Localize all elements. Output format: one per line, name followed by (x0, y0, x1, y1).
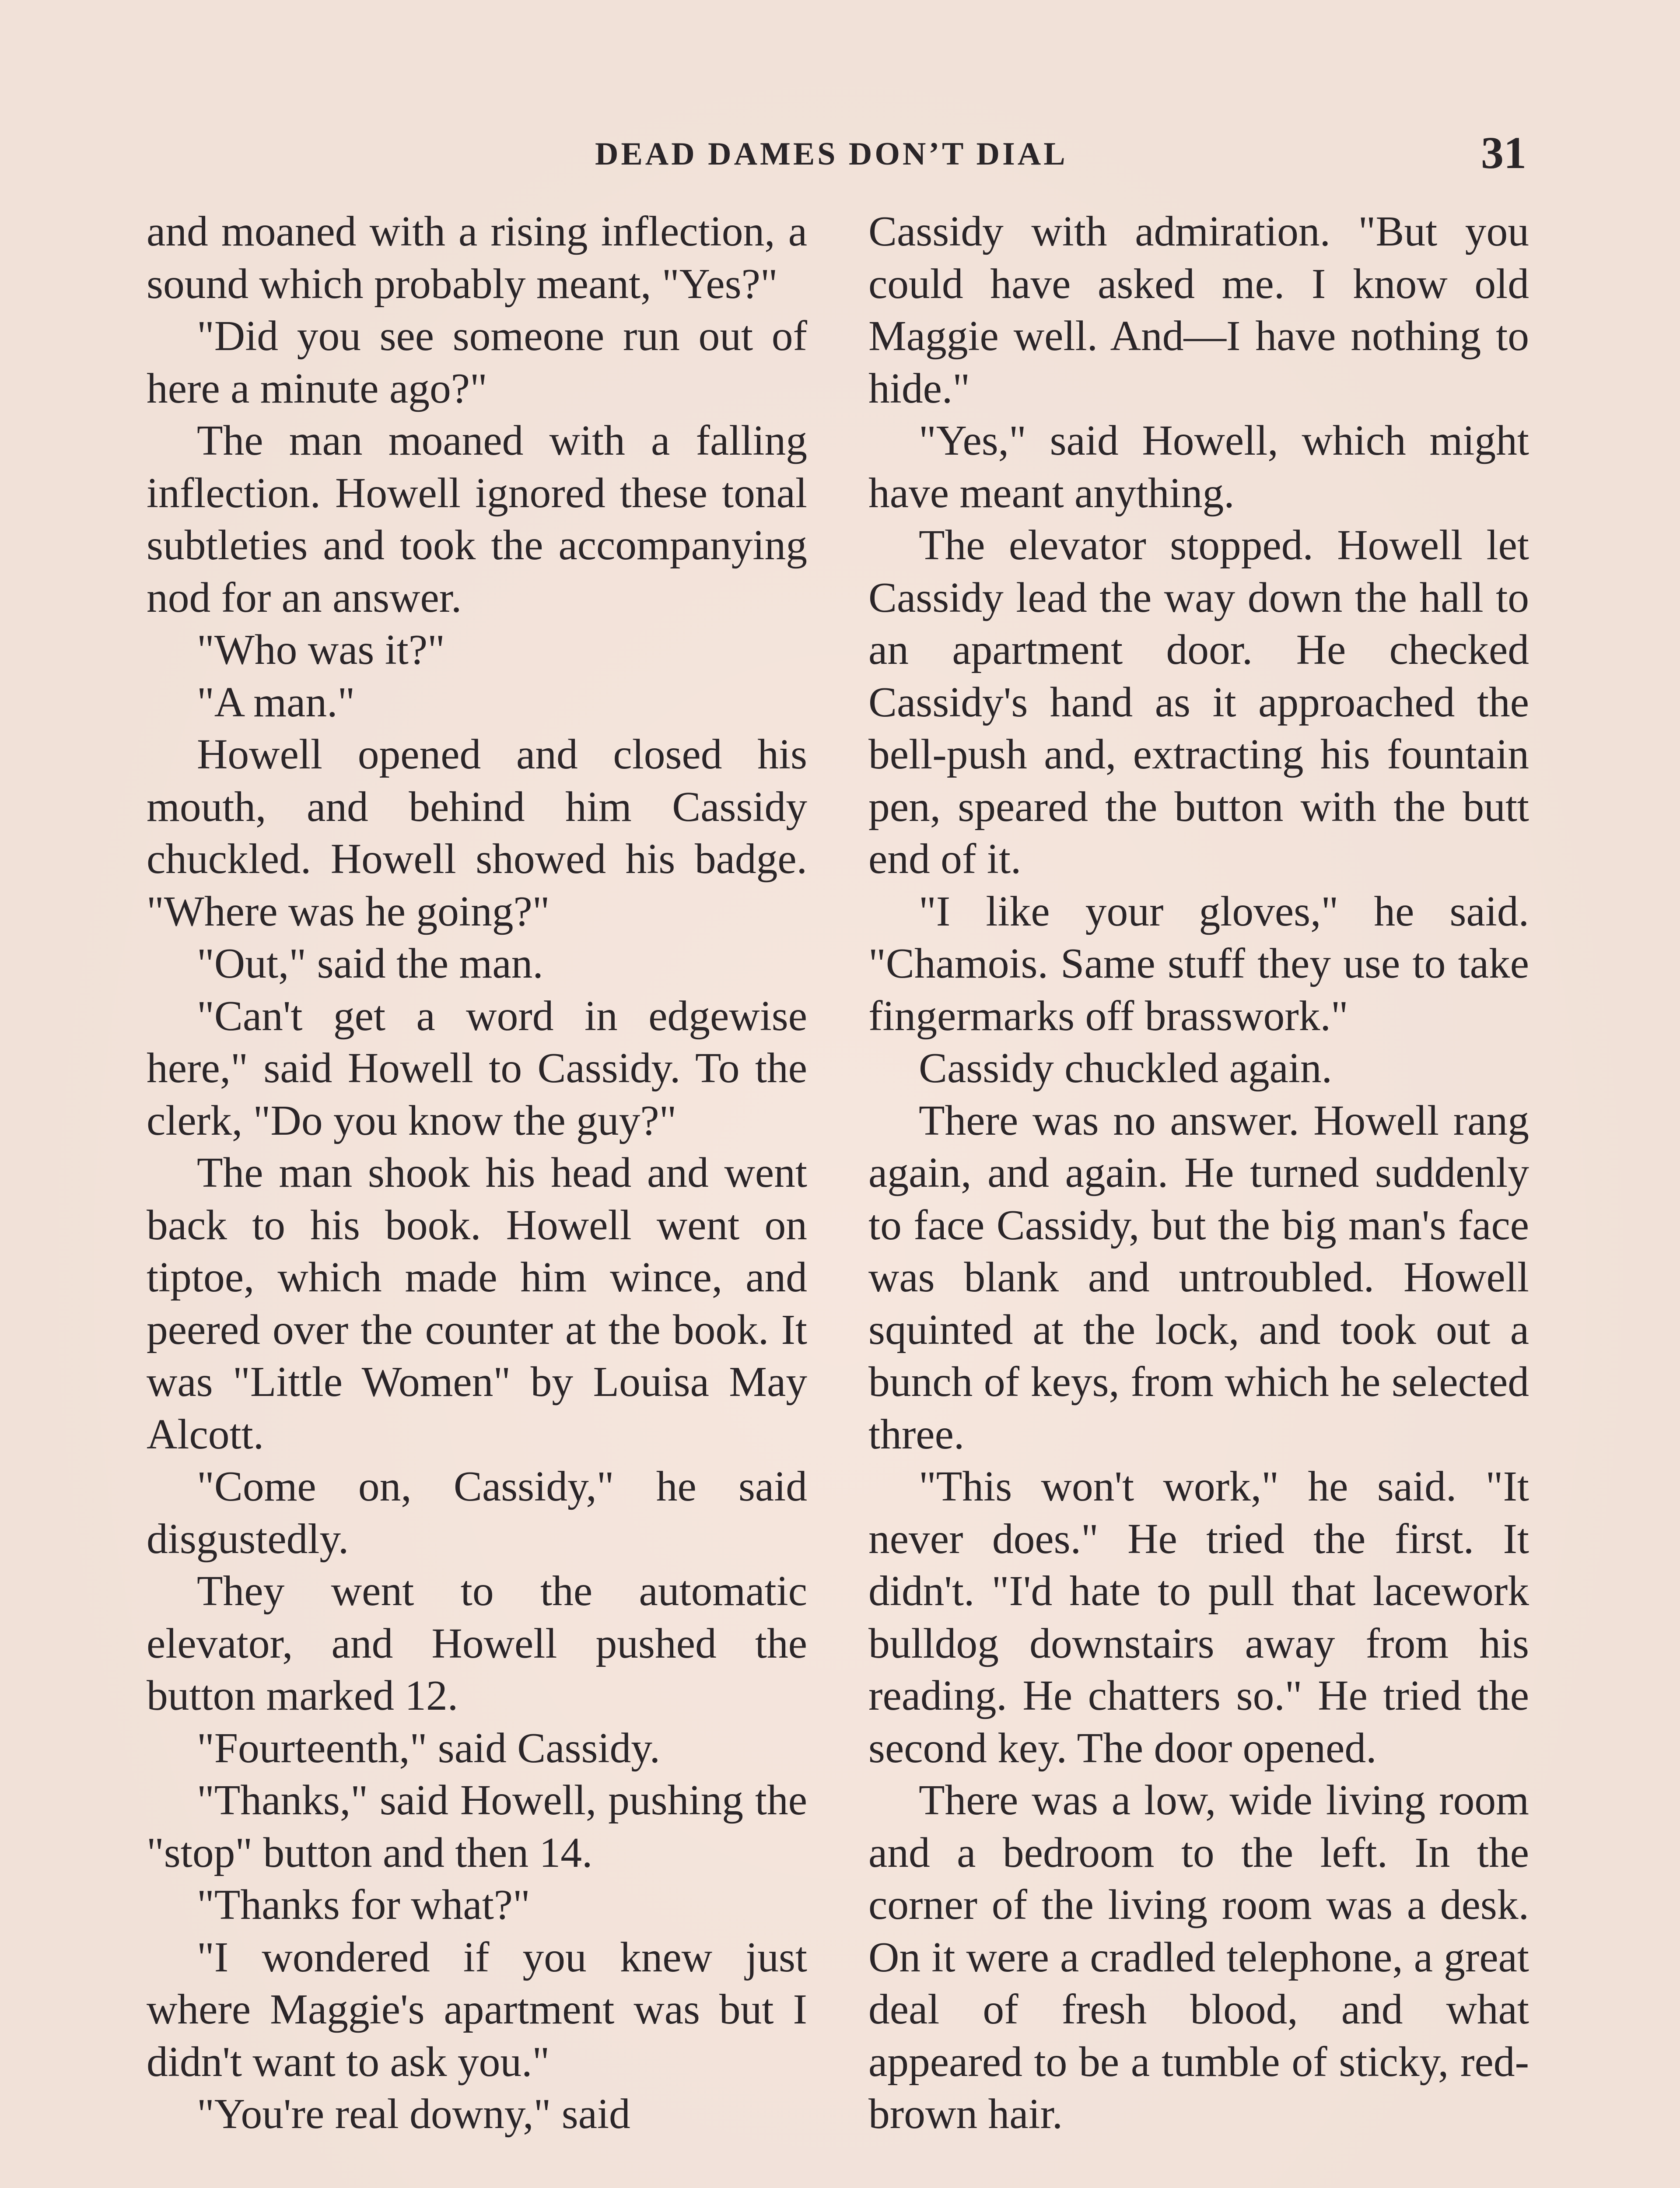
paragraph: "I like your gloves," he said. "Chamois. Same stuff they use to take fingermarks off brasswork." (868, 887, 1529, 1040)
paragraph: "Yes," said Howell, which might have meant anything. (868, 417, 1529, 517)
paragraph: "Come on, Cassidy," he said disgustedly. (147, 1463, 807, 1563)
paragraph: "Did you see someone run out of here a minute ago?" (147, 312, 807, 412)
running-head (0, 127, 1680, 184)
paragraph: They went to the automatic elevator, and Howell pushed the button marked 12. (147, 1567, 807, 1719)
paragraph: The elevator stopped. Howell let Cassidy lead the way down the hall to an apartment door. He checked Cassidy's hand as it approached the bell-push and, extracting his fountain pen, speared the button with the butt end of it. (868, 522, 1529, 883)
paragraph: "A man." (197, 678, 355, 726)
paragraph: "Who was it?" (197, 626, 445, 673)
running-title: DEAD DAMES DON’T DIAL (595, 136, 1068, 172)
paragraph: "You're real downy," said (197, 2090, 630, 2138)
paragraph: Cassidy with admiration. "But you could have asked me. I know old Maggie well. And—I have nothing to hide." (868, 208, 1529, 412)
paragraph: "I wondered if you knew just where Maggie's apartment was but I didn't want to ask you." (147, 1933, 807, 2086)
paragraph: Howell opened and closed his mouth, and behind him Cassidy chuckled. Howell showed his badge. "Where was he going?" (147, 731, 807, 935)
paragraph: "Thanks for what?" (197, 1881, 530, 1929)
left-text-column (147, 206, 807, 2141)
paragraph: "Thanks," said Howell, pushing the "stop" button and then 14. (147, 1777, 807, 1876)
paragraph: The man shook his head and went back to his book. Howell went on tiptoe, which made him wince, and peered over the counter at the book. It was "Little Women" by Louisa May Alcott. (147, 1149, 807, 1458)
paragraph: The man moaned with a falling inflection. Howell ignored these tonal subtleties and took the accompanying nod for an answer. (147, 417, 807, 621)
paragraph: There was a low, wide living room and a bedroom to the left. In the corner of the living room was a desk. On it were a cradled telephone, a great deal of fresh blood, and what appeared to be a tumble of sticky, red-brown hair. (868, 1777, 1529, 2138)
paragraph: and moaned with a rising inflection, a sound which probably meant, "Yes?" (147, 208, 807, 308)
paragraph: Cassidy chuckled again. (919, 1045, 1332, 1092)
paragraph: "Out," said the man. (197, 940, 543, 987)
paragraph: "This won't work," he said. "It never does." He tried the first. It didn't. "I'd hate to pull that lacework bulldog downstairs away from his reading. He chatters so." He tried the second key. The door opened. (868, 1463, 1529, 1772)
paragraph: There was no answer. Howell rang again, and again. He turned suddenly to face Cassidy, but the big man's face was blank and untroubled. Howell squinted at the lock, and took out a bunch of keys, from which he selected three. (868, 1097, 1529, 1458)
page-number: 31 (1481, 128, 1526, 178)
paragraph: "Can't get a word in edgewise here," said Howell to Cassidy. To the clerk, "Do you know the guy?" (147, 992, 807, 1144)
paragraph: "Fourteenth," said Cassidy. (197, 1724, 661, 1772)
right-text-column (868, 206, 1529, 2141)
